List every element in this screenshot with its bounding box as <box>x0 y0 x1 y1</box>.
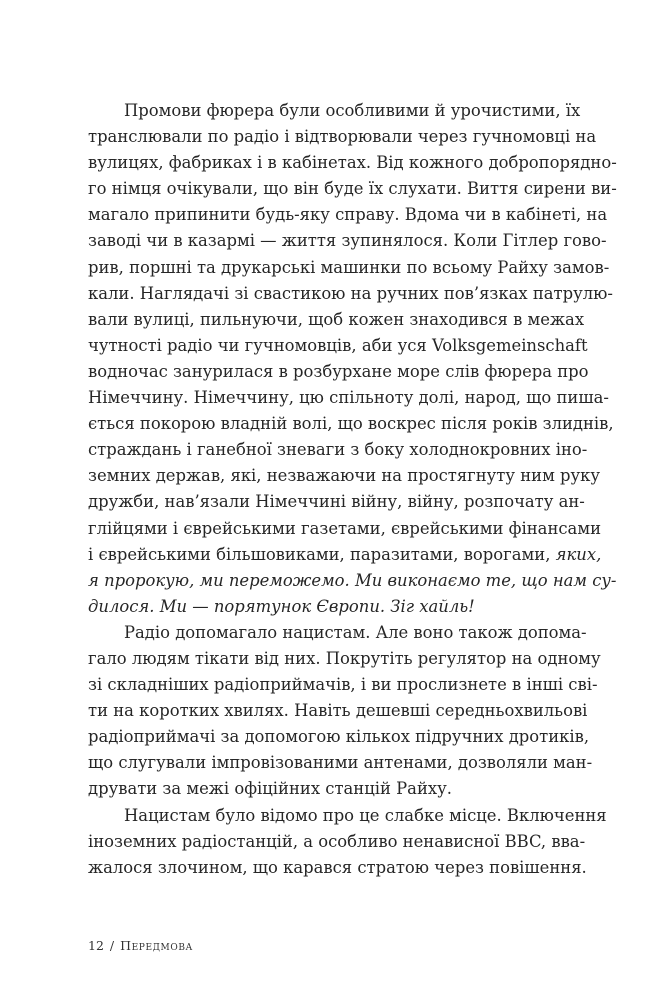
text-line <box>88 176 617 202</box>
text-line <box>88 646 601 672</box>
text-segment: радіоприймачі за допомогою кількох підручних дротиків, <box>88 727 590 747</box>
text-line <box>88 437 588 463</box>
paragraph <box>88 620 601 803</box>
text-segment: жалося злочином, що карався стратою через повішення. <box>88 857 587 877</box>
text-segment: ється покорою владній волі, що воскрес після років злиднів, <box>88 414 614 434</box>
text-segment: кали. Наглядачі зі свастикою на ручних пов’язках патрулю- <box>88 283 613 303</box>
text-segment: земних держав, які, незважаючи на простягнуту ним руку <box>88 466 601 486</box>
italic-text: я пророкую, ми переможемо. Ми виконаємо те, що нам су- <box>88 570 617 590</box>
text-line <box>88 359 589 385</box>
footer-separator: / <box>109 938 115 953</box>
text-line <box>88 855 587 881</box>
text-segment: Німеччину. Німеччину, цю спільноту долі, народ, що пиша- <box>88 388 609 408</box>
text-line <box>88 281 613 307</box>
text-line <box>88 411 614 437</box>
text-segment: вали вулиці, пильнуючи, щоб кожен знаходився в межах <box>88 309 585 329</box>
text-segment: і єврейськими більшовиками, паразитами, ворогами, <box>88 544 556 564</box>
text-line <box>88 124 597 150</box>
body-text <box>88 98 617 881</box>
text-line <box>88 568 617 594</box>
text-line <box>88 620 587 646</box>
italic-text: яких, <box>555 544 602 564</box>
text-segment: вулицях, фабриках і в кабінетах. Від кожного добропорядно- <box>88 153 617 173</box>
text-segment: що слугували імпровізованими антенами, дозволяли ман- <box>88 753 593 773</box>
text-line <box>88 724 590 750</box>
text-line <box>88 333 588 359</box>
text-line <box>88 489 585 515</box>
section-title: Передмова <box>120 938 193 953</box>
text-segment: Радіо допомагало нацистам. Але воно також допома- <box>124 622 587 642</box>
text-segment: Промови фюрера були особливими й урочистими, їх <box>124 101 581 120</box>
text-line <box>88 150 617 176</box>
text-segment: дружби, нав’язали Німеччині війну, війну, розпочату ан- <box>88 492 585 512</box>
text-line <box>88 307 585 333</box>
text-line <box>88 228 607 254</box>
text-line <box>88 776 572 802</box>
text-segment: глійцями і єврейськими газетами, єврейськими фінансами <box>88 518 601 538</box>
paragraph <box>88 803 607 881</box>
text-segment: страждань і ганебної зневаги з боку холоднокровних іно- <box>88 440 588 460</box>
text-segment: іноземних радіостанцій, а особливо ненависної BBC, вва- <box>88 831 586 851</box>
text-segment: ти на коротких хвилях. Навіть дешевші середньохвильові <box>88 701 588 721</box>
text-segment: го німця очікували, що він буде їх слухати. Виття сирени ви- <box>88 179 617 199</box>
page-number: 12 <box>88 938 104 953</box>
text-line <box>88 385 609 411</box>
text-segment: заводі чи в казармі — життя зупинялося. Коли Гітлер гово- <box>88 231 607 251</box>
text-segment: гало людям тікати від них. Покрутіть регулятор на одному <box>88 648 601 668</box>
text-line <box>88 829 586 855</box>
text-line <box>88 516 601 542</box>
page-footer <box>88 938 193 953</box>
text-segment: Нацистам було відомо про це слабке місце. Включення <box>124 805 607 825</box>
text-line <box>88 672 598 698</box>
text-line <box>88 803 607 829</box>
text-segment: чутності радіо чи гучномовців, аби уся Volksgemeinschaft <box>88 335 588 355</box>
text-segment: друвати за межі офіційних станцій Райху. <box>88 779 452 799</box>
text-segment: транслювали по радіо і відтворювали через гучномовці на <box>88 127 597 147</box>
text-segment: зі складніших радіоприймачів, і ви прослизнете в інші сві- <box>88 675 598 695</box>
text-line <box>88 542 602 568</box>
text-line <box>88 750 593 776</box>
text-line <box>88 698 588 724</box>
italic-text: дилося. Ми — порятунок Європи. Зіг хайль! <box>88 596 475 616</box>
text-line <box>88 98 581 124</box>
text-line <box>88 202 608 228</box>
text-line <box>88 255 610 281</box>
paragraph <box>88 98 617 620</box>
text-segment: магало припинити будь-яку справу. Вдома чи в кабінеті, на <box>88 205 608 225</box>
text-segment: водночас занурилася в розбурхане море слів фюрера про <box>88 361 589 381</box>
text-line <box>88 463 601 489</box>
text-segment: рив, поршні та друкарські машинки по всьому Райху замов- <box>88 257 610 277</box>
text-line <box>88 594 572 620</box>
